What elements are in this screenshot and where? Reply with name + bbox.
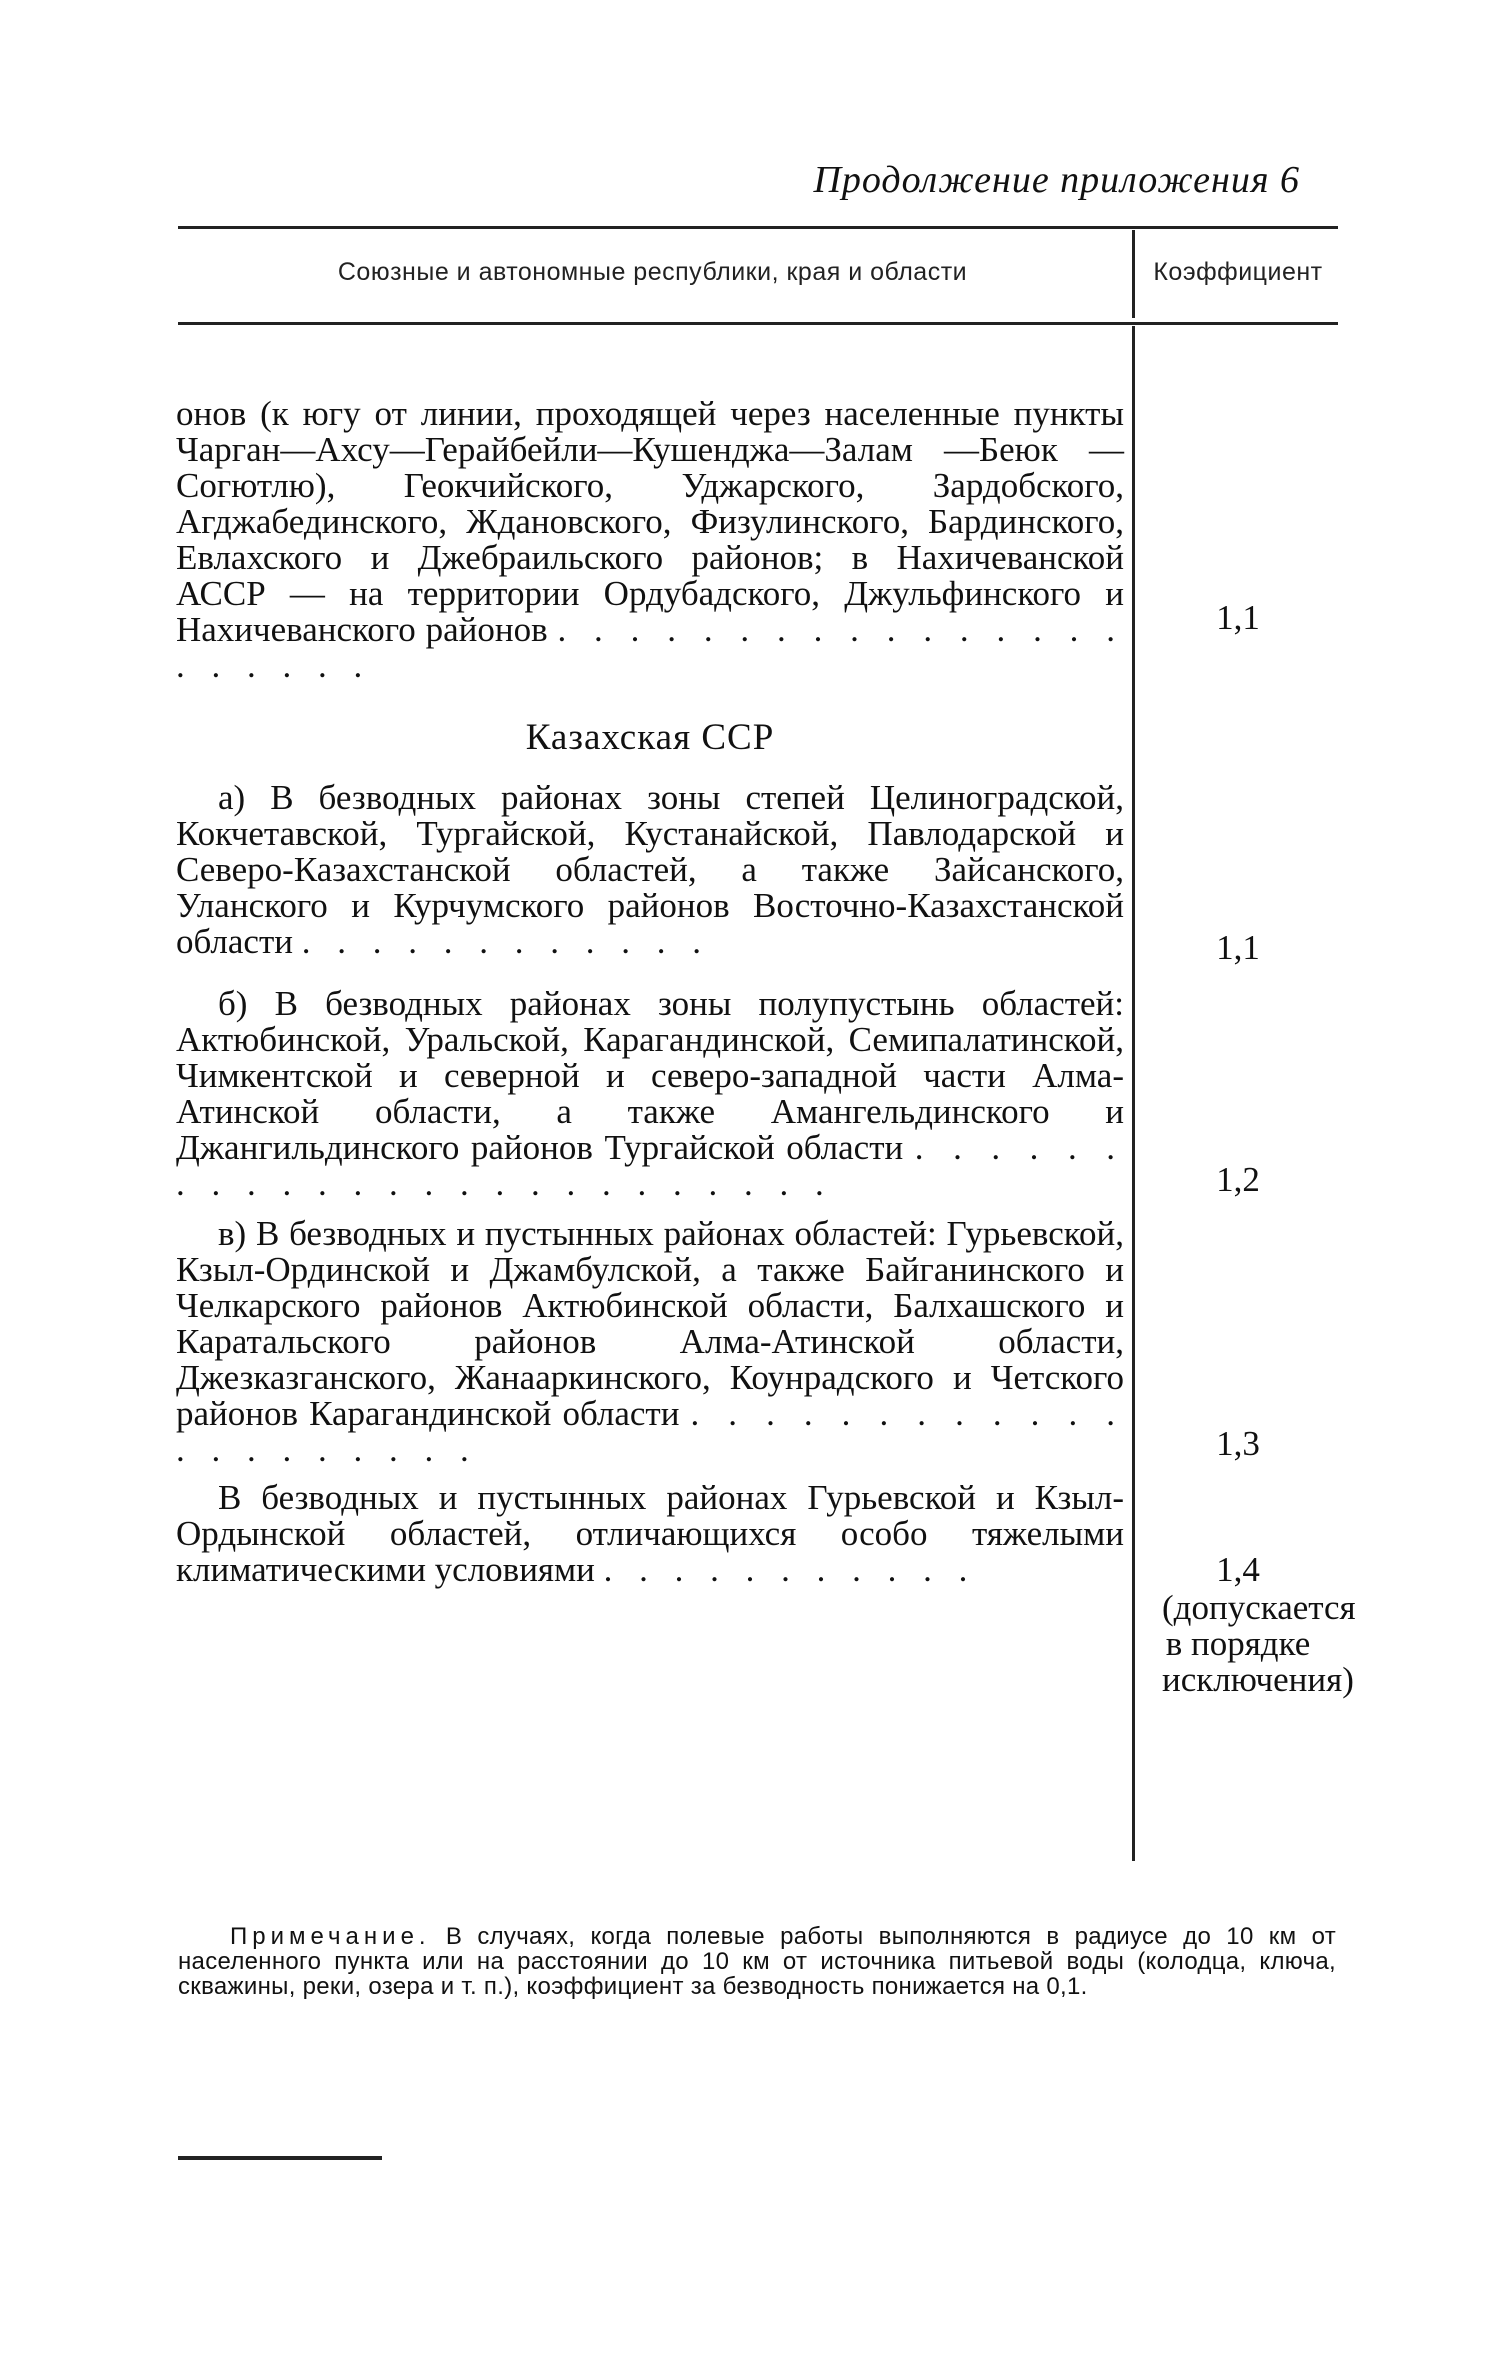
dot-leader: . . . . . . . . . . . . <box>301 922 710 961</box>
table-top-rule <box>178 226 1338 229</box>
dot-leader: . . . . . . . . . . . <box>603 1550 977 1589</box>
coefficient-value: 1,4 <box>1216 1550 1260 1589</box>
table-row-b <box>176 986 1124 1202</box>
continuation-header: Продолжение приложения 6 <box>813 159 1300 201</box>
table-row-a <box>176 780 1124 960</box>
coefficient-value: 1,2 <box>1216 1160 1260 1199</box>
row-text: В безводных и пустынных районах Гурьевской и Кзыл-Ордынской областей, отличающихся особо тяжелыми климатическими условиями <box>176 1478 1124 1589</box>
row-text: в) В безводных и пустынных районах областей: Гурьевской, Кзыл-Ординской и Джамбулской, а также Байганинского и Челкарского районов Актюбинской области, Балхашского и Каратальского районов Алма-Атинской области, Джезказганского, Жанааркинского, Коунрадского и Четского районов Карагандинской области <box>176 1214 1124 1433</box>
row-text: а) В безводных районах зоны степей Целиноградской, Кокчетавской, Тургайской, Кустанайской, Павлодарской и Северо-Казахстанской областей, а также Зайсанского, Уланского и Курчумского районов Восточно-Казахстанской области <box>176 778 1124 961</box>
header-column-divider <box>1132 230 1135 318</box>
table-row-azerbaijan-continuation <box>176 396 1124 684</box>
body-column-divider <box>1132 326 1135 1861</box>
row-text: б) В безводных районах зоны полупустынь областей: Актюбинской, Уральской, Карагандинской, Семипалатинской, Чимкентской и северной и северо-западной части Алма-Атинской области, а также Амангельдинского и Джангильдинского районов Тургайской области <box>176 984 1124 1167</box>
coefficient-note: (допускается в порядке исключения) <box>1162 1588 1356 1699</box>
table-row-d <box>176 1480 1124 1588</box>
dot-leader: . . . . . . . . . . . . . . . . . . . . . . <box>176 610 1125 685</box>
dot-leader: . . . . . . . . . . . . . . . . . . . . . . . . . <box>176 1128 1125 1203</box>
section-title-kazakh-ssr: Казахская ССР <box>525 717 775 758</box>
coefficient-value: 1,1 <box>1216 598 1260 637</box>
row-text: онов (к югу от линии, проходящей через населенные пункты Чарган—Ахсу—Герайбейли—Кушенджа—Залам —Беюк —Согютлю), Геокчийского, Уджарского, Зардобского, Агджабединского, Ждановского, Физулинского, Бардинского, Евлахского и Джебраильского районов; в Нахичеванской АССР — на территории Ордубадского, Джульфинского и Нахичеванского районов <box>176 394 1124 649</box>
coefficient-value: 1,3 <box>1216 1424 1260 1463</box>
end-rule <box>178 2156 382 2160</box>
coefficient-value: 1,1 <box>1216 928 1260 967</box>
column-header-regions: Союзные и автономные республики, края и области <box>337 258 968 286</box>
footnote <box>178 1924 1336 1999</box>
table-header-rule <box>178 322 1338 325</box>
table-row-c <box>176 1216 1124 1468</box>
column-header-coefficient: Коэффициент <box>1153 258 1323 286</box>
footnote-label: Примечание. <box>230 1923 431 1950</box>
dot-leader: . . . . . . . . . . . . . . . . . . . . . <box>176 1394 1125 1469</box>
footnote-text: В случаях, когда полевые работы выполняются в радиусе до 10 км от населенного пункта или на расстоянии до 10 км от источника питьевой воды (колодца, ключа, скважины, реки, озера и т. п.), коэффициент за безводность понижается на 0,1. <box>178 1923 1337 2000</box>
